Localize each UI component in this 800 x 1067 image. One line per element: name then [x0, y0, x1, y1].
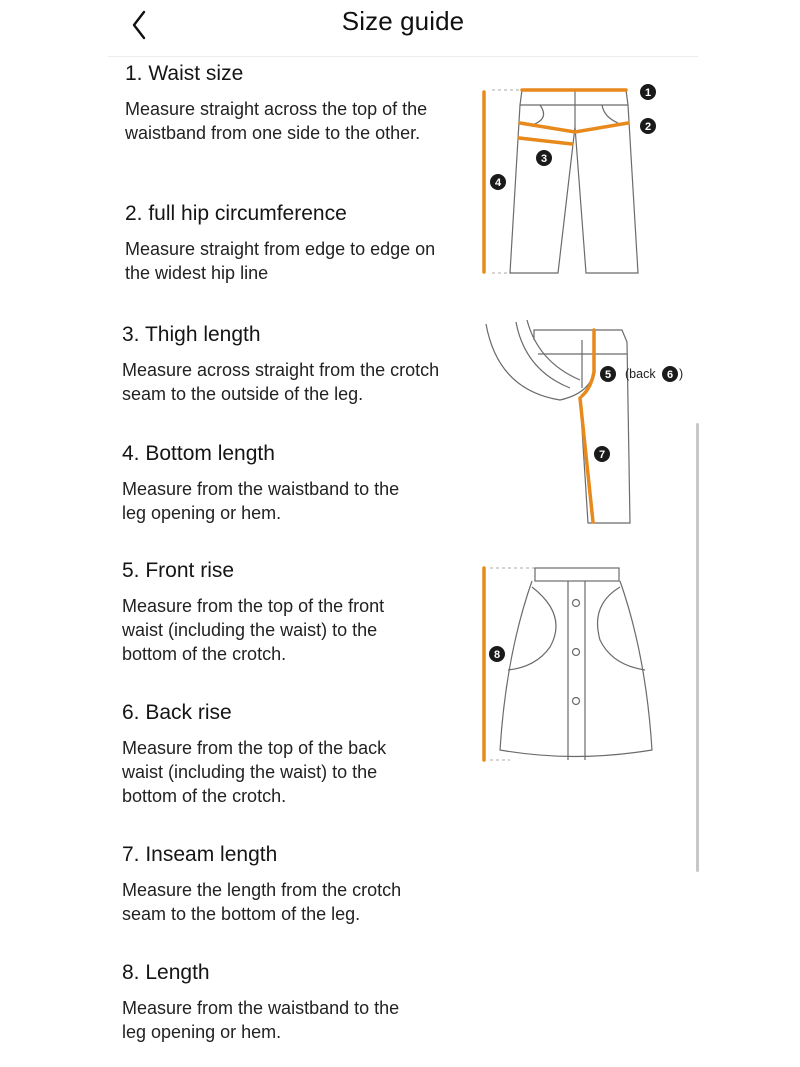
section-bottom-length	[122, 441, 462, 525]
svg-text:6: 6	[666, 369, 674, 381]
page-title: Size guide	[341, 6, 465, 36]
section-heading: 3. Thigh length	[122, 323, 261, 346]
section-waist-size	[125, 61, 465, 145]
marker-3	[536, 150, 552, 166]
marker-2	[640, 118, 656, 134]
marker-8	[489, 646, 505, 662]
section-description: Measure from the top of the back waist (including the waist) to the bottom of the crotch.	[122, 738, 387, 806]
section-heading: 8. Length	[122, 961, 210, 984]
pants-front-diagram	[470, 75, 670, 285]
section-description: Measure the length from the crotch seam to the bottom of the leg.	[122, 880, 402, 924]
svg-text:8: 8	[493, 649, 501, 661]
section-description: Measure straight from edge to edge on the widest hip line	[125, 239, 436, 283]
section-back-rise	[122, 700, 462, 808]
skirt-diagram	[470, 555, 670, 775]
top-bar	[108, 0, 698, 57]
section-heading: 4. Bottom length	[122, 442, 275, 465]
svg-text:3: 3	[540, 153, 548, 165]
section-front-rise	[122, 558, 462, 666]
marker-1	[640, 84, 656, 100]
back-label-close: )	[679, 367, 684, 381]
svg-text:4: 4	[494, 177, 502, 189]
vertical-scrollbar[interactable]	[696, 423, 699, 872]
pants-side-diagram	[470, 310, 700, 535]
svg-text:2: 2	[644, 121, 652, 133]
section-inseam-length	[122, 842, 462, 926]
back-label: (back	[625, 367, 656, 381]
section-heading: 2. full hip circumference	[125, 202, 347, 225]
section-description: Measure across straight from the crotch seam to the outside of the leg.	[122, 360, 440, 404]
section-description: Measure straight across the top of the waistband from one side to the other.	[125, 99, 428, 143]
section-length	[122, 960, 462, 1044]
section-full-hip	[125, 201, 465, 285]
svg-text:5: 5	[604, 369, 612, 381]
section-heading: 5. Front rise	[122, 559, 235, 582]
marker-7	[594, 446, 610, 462]
marker-5	[600, 366, 616, 382]
section-heading: 7. Inseam length	[122, 843, 278, 866]
section-description: Measure from the top of the front waist (including the waist) to the bottom of the crotch.	[122, 596, 385, 664]
section-thigh-length	[122, 322, 462, 406]
section-heading: 1. Waist size	[125, 62, 244, 85]
svg-text:1: 1	[644, 87, 652, 99]
marker-6	[662, 366, 678, 382]
section-heading: 6. Back rise	[122, 701, 232, 724]
marker-4	[490, 174, 506, 190]
section-description: Measure from the waistband to the leg opening or hem.	[122, 998, 400, 1042]
svg-text:7: 7	[598, 449, 606, 461]
section-description: Measure from the waistband to the leg opening or hem.	[122, 479, 400, 523]
